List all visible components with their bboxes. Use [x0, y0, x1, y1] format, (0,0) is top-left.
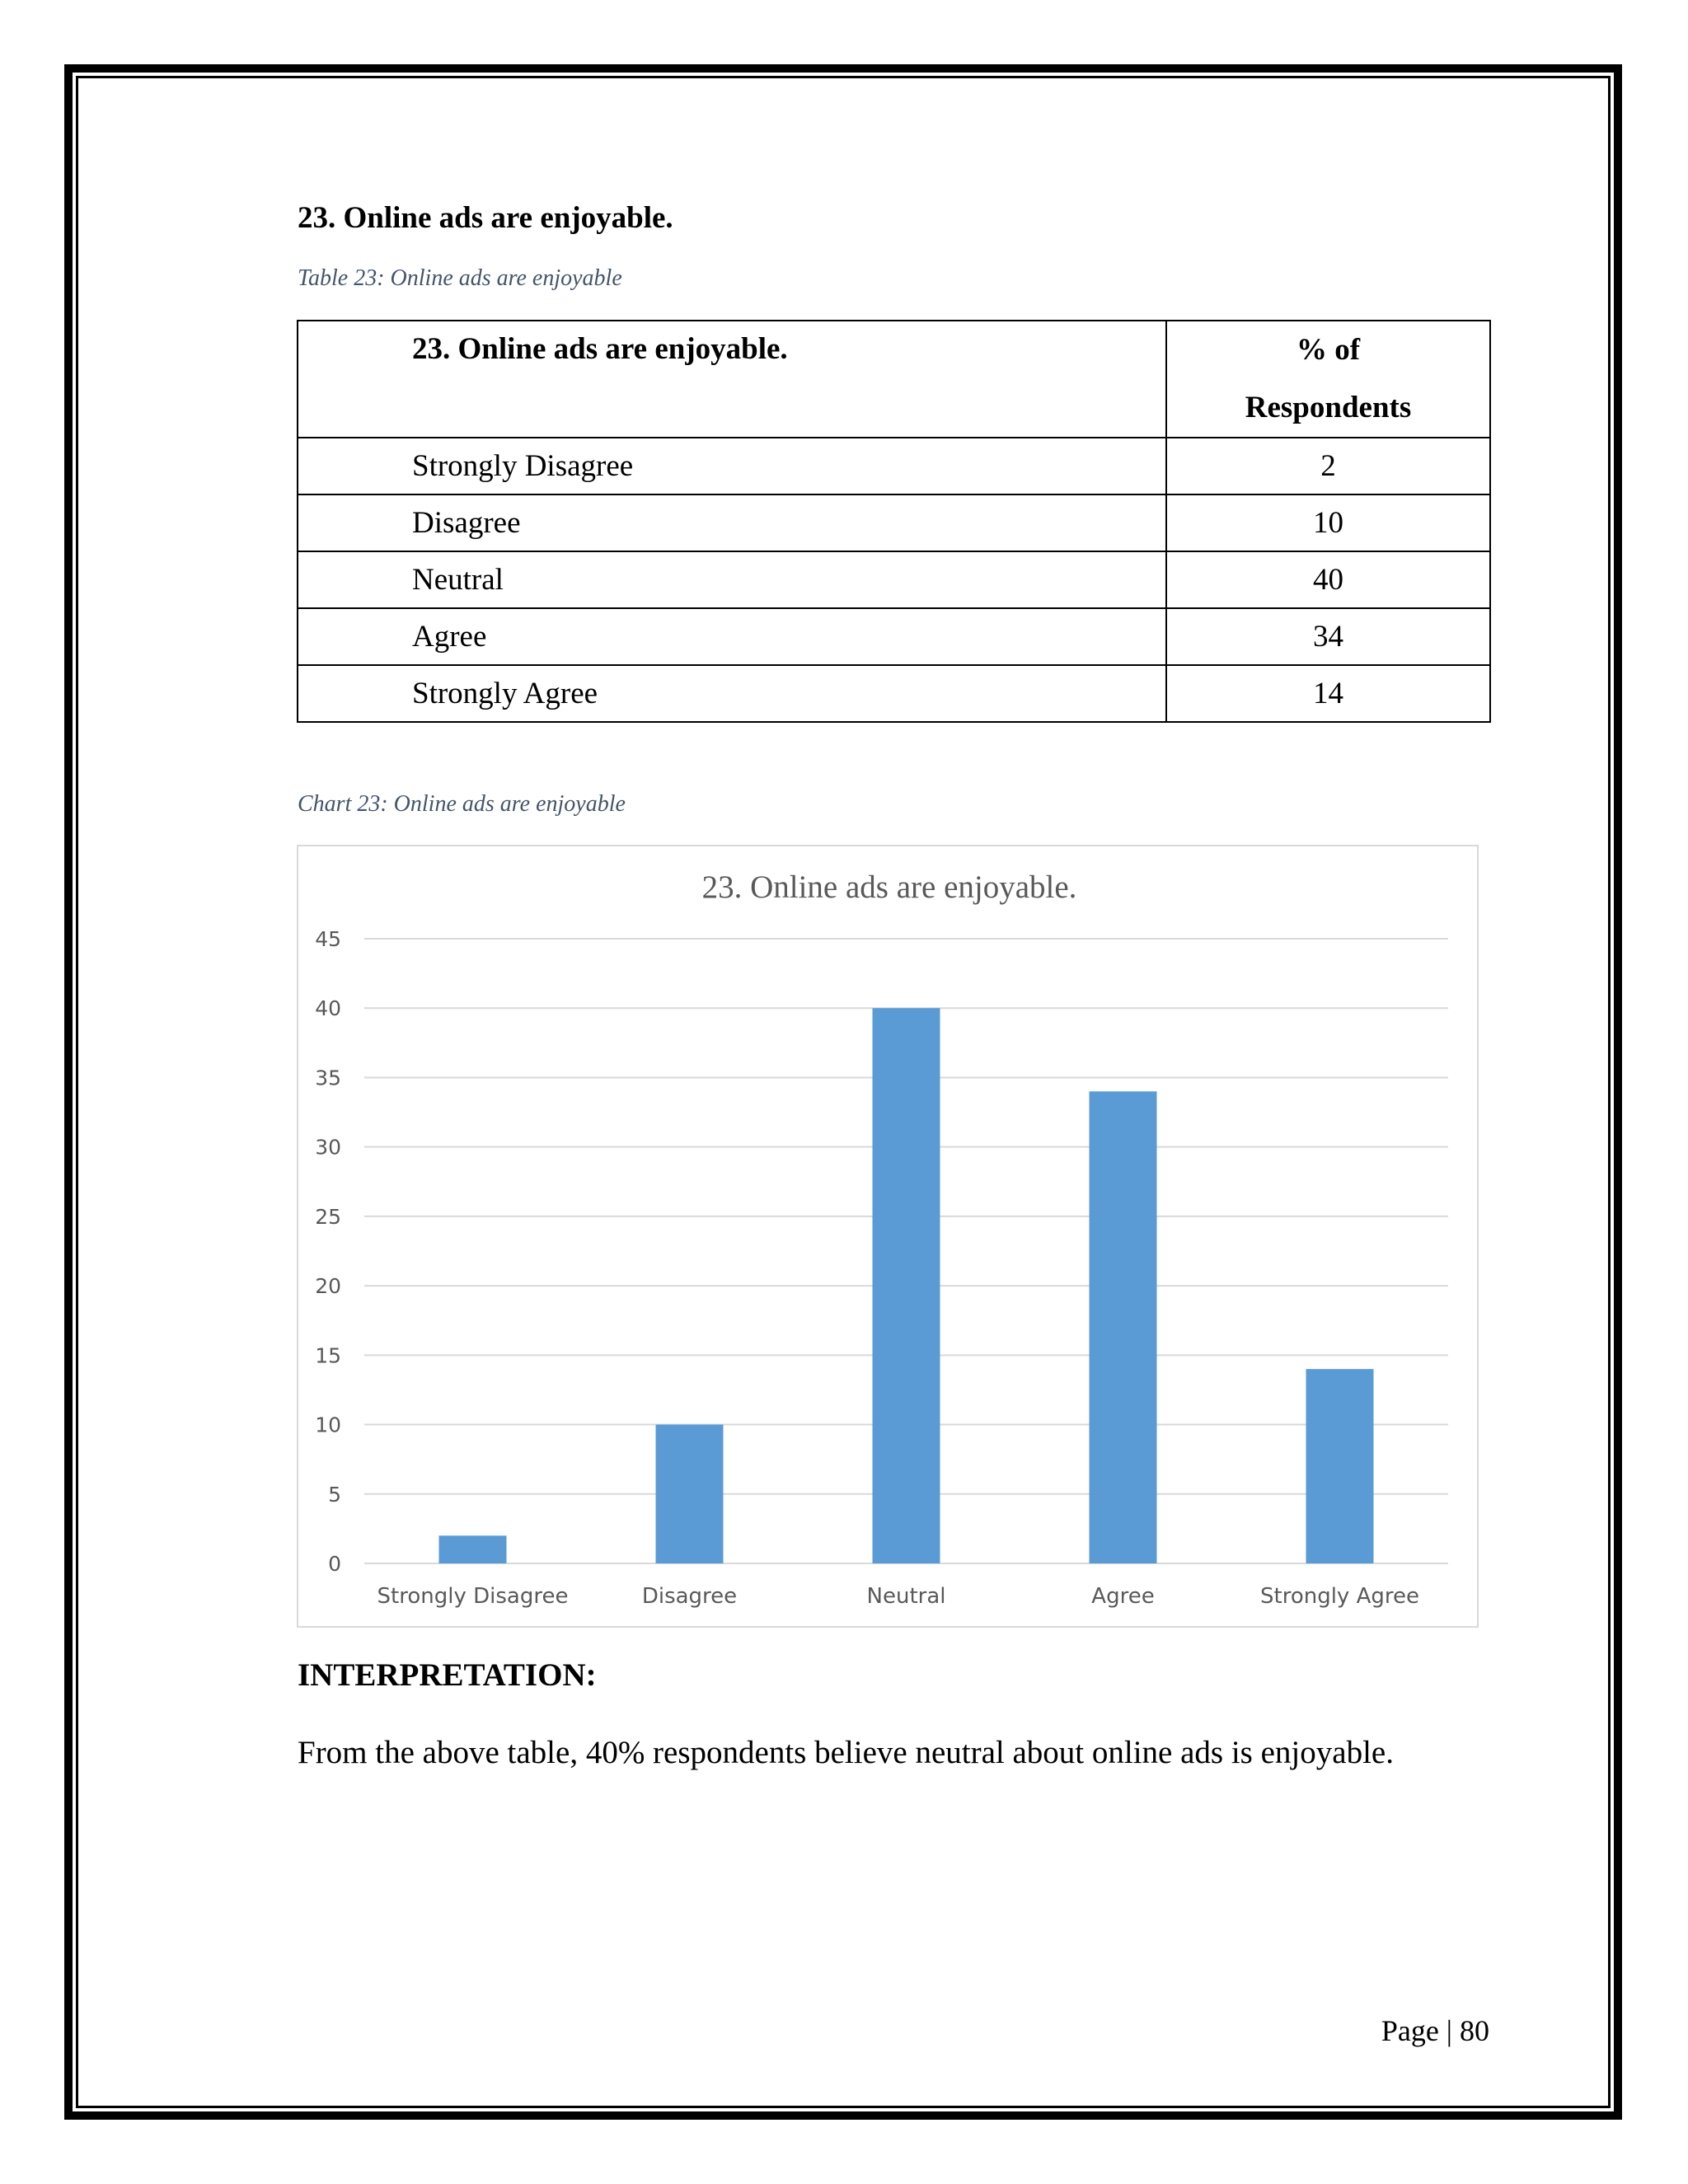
table-row — [298, 608, 1490, 665]
chart-title: 23. Online ads are enjoyable. — [701, 869, 1077, 905]
y-tick-label: 5 — [328, 1482, 341, 1507]
y-tick-label: 30 — [315, 1135, 341, 1160]
table-header-question: 23. Online ads are enjoyable. — [298, 321, 1166, 438]
section-heading: 23. Online ads are enjoyable. — [298, 201, 673, 235]
table-row-value: 10 — [1166, 494, 1490, 551]
bar — [1306, 1369, 1374, 1563]
interpretation-heading: INTERPRETATION: — [298, 1657, 597, 1693]
table-row — [298, 665, 1490, 722]
x-tick-label: Agree — [1091, 1584, 1155, 1609]
bar — [656, 1425, 724, 1563]
bar — [439, 1535, 507, 1563]
chart-frame — [297, 845, 1479, 1628]
y-tick-label: 45 — [315, 927, 341, 951]
table-row — [298, 551, 1490, 608]
interpretation-text: From the above table, 40% respondents believe neutral about online ads is enjoyable. — [298, 1735, 1394, 1770]
table-row-label: Agree — [298, 608, 1166, 665]
table-header-value — [1166, 321, 1490, 438]
table-header-row — [298, 321, 1490, 438]
table-row-label: Strongly Disagree — [298, 438, 1166, 494]
bar — [1090, 1091, 1157, 1563]
x-tick-label: Neutral — [866, 1584, 946, 1609]
table-row-value: 14 — [1166, 665, 1490, 722]
y-tick-label: 35 — [315, 1066, 341, 1090]
table-row-value: 40 — [1166, 551, 1490, 608]
x-tick-label: Disagree — [641, 1584, 738, 1609]
table-row-value: 34 — [1166, 608, 1490, 665]
y-tick-label: 15 — [315, 1343, 341, 1368]
y-tick-label: 10 — [315, 1413, 341, 1437]
table-row — [298, 494, 1490, 551]
table-row-label: Strongly Agree — [298, 665, 1166, 722]
table-row — [298, 438, 1490, 494]
y-tick-label: 0 — [328, 1552, 341, 1576]
table-header-value-line1: % of — [1296, 333, 1361, 367]
table-row-value: 2 — [1166, 438, 1490, 494]
table-caption: Table 23: Online ads are enjoyable — [298, 265, 622, 291]
table-header-value-line2: Respondents — [1245, 391, 1412, 424]
table-row-label: Neutral — [298, 551, 1166, 608]
chart-caption: Chart 23: Online ads are enjoyable — [298, 791, 626, 817]
y-tick-label: 40 — [315, 996, 341, 1021]
y-tick-label: 25 — [315, 1204, 341, 1229]
responses-table — [297, 320, 1491, 723]
page-number: Page | 80 — [1381, 2014, 1489, 2047]
x-tick-label: Strongly Agree — [1260, 1584, 1419, 1609]
bar — [873, 1008, 940, 1563]
y-tick-label: 20 — [315, 1274, 341, 1299]
bar-chart — [298, 846, 1477, 1626]
table-row-label: Disagree — [298, 494, 1166, 551]
x-tick-label: Strongly Disagree — [377, 1584, 569, 1609]
